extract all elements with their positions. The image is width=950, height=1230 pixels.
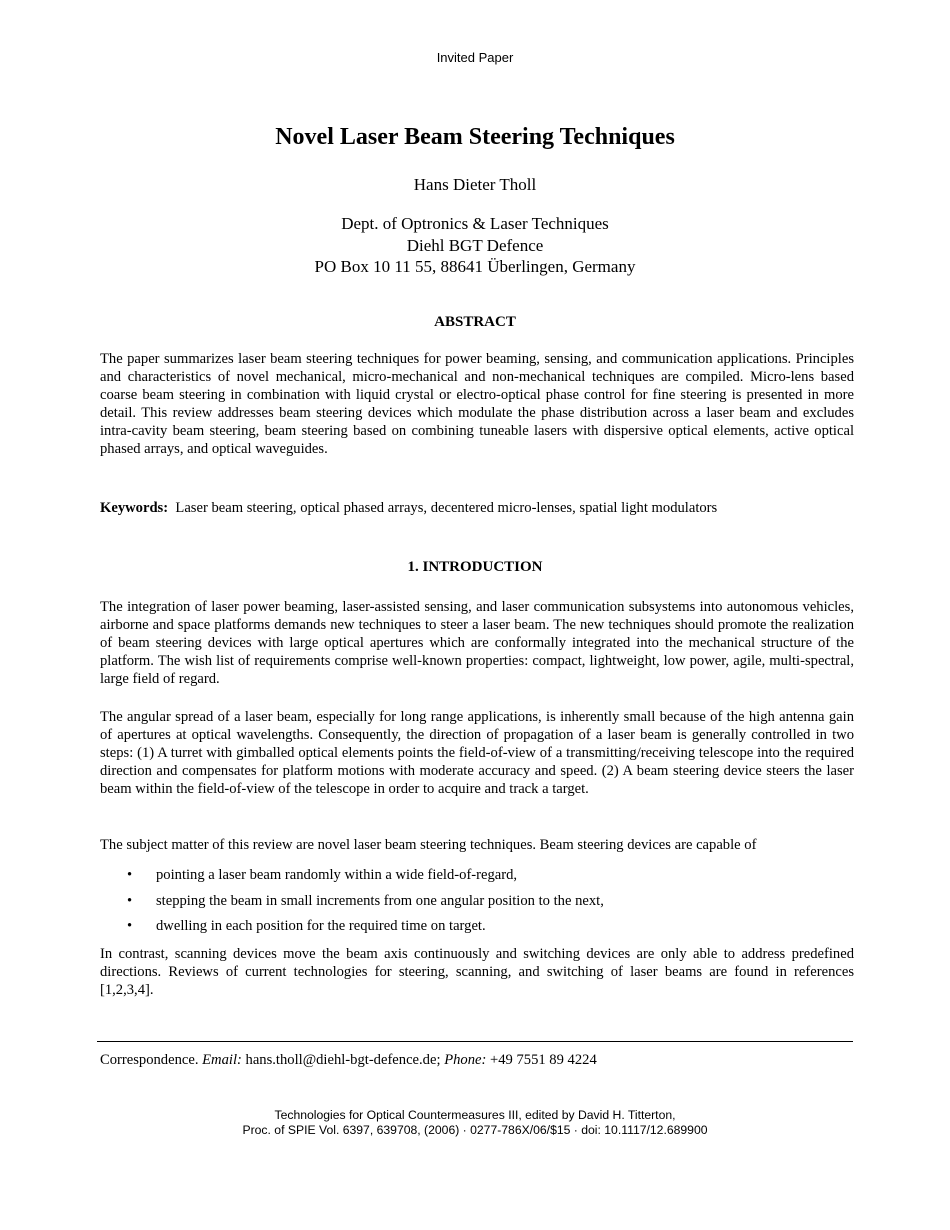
bullet-icon: • xyxy=(127,867,133,883)
list-item xyxy=(100,917,854,943)
author-name: Hans Dieter Tholl xyxy=(413,175,537,194)
abstract-text: The paper summarizes laser beam steering techniques for power beaming, sensing, and communication applications. Principles and characteristics of novel mechanical, micro-mechanical and non-mechanical techniques are compiled. Micro-lens based coarse beam steering in combination with liquid crystal or electro-optical phase control for fine steering is presented in more detail. This review addresses beam steering devices which modulate the phase distribution across a laser beam and excludes intra-cavity beam steering, beam steering based on combining tuneable lasers with dispersive optical elements, active optical phased arrays, and optical waveguides. xyxy=(100,351,854,457)
affiliation-block xyxy=(0,213,950,278)
keywords-label: Keywords: xyxy=(100,500,169,516)
list-item-text: pointing a laser beam randomly within a wide field-of-regard, xyxy=(156,867,518,883)
affiliation-department: Dept. of Optronics & Laser Techniques xyxy=(341,214,609,233)
intro-paragraph-1: The integration of laser power beaming, laser-assisted sensing, and laser communication subsystems into autonomous vehicles, airborne and space platforms demands new techniques to steer a laser beam. The new techniques should promote the realization of beam steering devices with large optical apertures which are conformally integrated into the mechanical structure of the platform. The wish list of requirements comprise well-known properties: compact, lightweight, low power, agile, multi-spectral, large field of regard. xyxy=(100,599,854,687)
page-footer xyxy=(0,1108,950,1138)
intro-closing-paragraph: In contrast, scanning devices move the beam axis continuously and switching devices are only able to address predefined directions. Reviews of current technologies for steering, scanning, and switching of laser beams are found in references [1,2,3,4]. xyxy=(100,946,854,998)
keywords-text: Laser beam steering, optical phased arrays, decentered micro-lenses, spatial light modulators xyxy=(175,500,718,516)
phone-label: Phone: xyxy=(444,1052,487,1068)
invited-paper-label: Invited Paper xyxy=(436,50,514,65)
list-item-text: stepping the beam in small increments from one angular position to the next, xyxy=(156,892,604,909)
footer-line-2: Proc. of SPIE Vol. 6397, 639708, (2006) · 0277-786X/06/$15 · doi: 10.1117/12.689900 xyxy=(242,1123,708,1137)
email-label: Email: xyxy=(202,1052,242,1068)
footer-line-1: Technologies for Optical Countermeasures III, edited by David H. Titterton, xyxy=(274,1108,676,1122)
affiliation-company: Diehl BGT Defence xyxy=(406,235,544,255)
correspondence-line xyxy=(100,1051,854,1069)
paper-title: Novel Laser Beam Steering Techniques xyxy=(275,124,675,150)
list-item xyxy=(100,892,854,918)
bullet-icon: • xyxy=(127,918,133,934)
introduction-heading: 1. INTRODUCTION xyxy=(407,559,543,575)
abstract-heading: ABSTRACT xyxy=(434,314,516,330)
keywords-line xyxy=(100,499,854,517)
footnote-divider xyxy=(97,1041,853,1042)
capabilities-list xyxy=(100,866,854,943)
correspondence-prefix: Correspondence. xyxy=(100,1052,199,1068)
phone-number: +49 7551 89 4224 xyxy=(490,1052,597,1068)
bullet-icon: • xyxy=(127,892,133,909)
list-item-text: dwelling in each position for the required time on target. xyxy=(156,918,486,934)
email-address[interactable]: hans.tholl@diehl-bgt-defence.de; xyxy=(245,1052,441,1068)
affiliation-address: PO Box 10 11 55, 88641 Überlingen, Germany xyxy=(314,257,636,276)
list-item xyxy=(100,866,854,892)
intro-paragraph-2: The angular spread of a laser beam, especially for long range applications, is inherently small because of the high antenna gain of apertures at optical wavelengths. Consequently, the direction of propagation of a laser beam is generally controlled in two steps: (1) A turret with gimballed optical elements points the field-of-view of a transmitting/receiving telescope into the required direction and compensates for platform motions with moderate accuracy and speed. (2) A beam steering device steers the laser beam within the field-of-view of the telescope in order to acquire and track a target. xyxy=(100,709,854,797)
intro-paragraph-3: The subject matter of this review are novel laser beam steering techniques. Beam steering devices are capable of xyxy=(100,837,757,853)
